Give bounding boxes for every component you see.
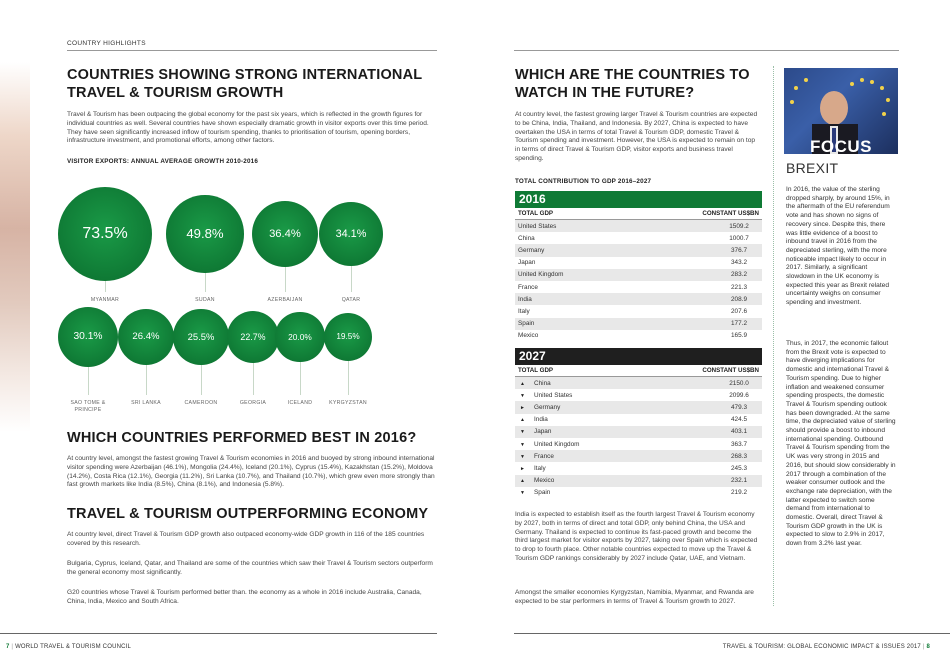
section3-paragraph-2: Bulgaria, Cyprus, Iceland, Qatar, and Thailand are some of the countries which saw their Travel & Tourism sectors outperform the general economy most significantly. — [67, 560, 433, 576]
table-2027 — [515, 348, 762, 499]
main-title — [67, 66, 447, 102]
row-country: United Kingdom — [518, 271, 564, 279]
section3-paragraph-3: G20 countries whose Travel & Tourism performed better than. the economy as a whole in 2016 include Australia, Canada, China, India, Mexico and South Africa. — [67, 589, 422, 605]
col-total-gdp: TOTAL GDP — [518, 367, 554, 374]
row-country: France — [518, 283, 538, 291]
bubble-category-label: SRI LANKA — [131, 400, 161, 406]
table-row — [515, 475, 762, 487]
table-2027-rows — [515, 377, 762, 499]
row-value: 283.2 — [731, 271, 747, 279]
bubble-value-label: 25.5% — [187, 331, 215, 343]
table-row — [515, 305, 762, 317]
bubble-value-label: 36.4% — [269, 227, 301, 240]
row-country: ► Italy — [520, 464, 546, 472]
bubble-stem — [146, 363, 147, 395]
table-2027-header — [515, 365, 762, 377]
bubble-stem — [348, 359, 349, 395]
table-row — [515, 232, 762, 244]
table-row — [515, 220, 762, 232]
row-value: 363.7 — [731, 440, 747, 448]
row-value: 221.3 — [731, 283, 747, 291]
row-value: 1509.2 — [729, 222, 749, 230]
table-row — [515, 318, 762, 330]
table-row — [515, 401, 762, 413]
table-row — [515, 330, 762, 342]
footer-right: TRAVEL & TOURISM: GLOBAL ECONOMIC IMPACT & ISSUES 2017 | 8 — [722, 644, 930, 650]
row-country: ▼ France — [520, 452, 554, 460]
bubble-iceland — [275, 312, 324, 361]
focus-paragraph-1: In 2016, the value of the sterling dropped sharply, by around 15%, in the aftermath of the EU referendum vote and has shown no signs of recovery since. Despite this, there was little evidence of a boost to inbound travel in 2016 from the depreciated sterling, with the more noticeable impact likely to occur in 2017. Similarly, a significant slowdown in the UK economy is expected this year as Brexit related uncertainty weighs on consumer spending and investment. — [786, 186, 890, 307]
footer-left-text: WORLD TRAVEL & TOURISM COUNCIL — [15, 644, 132, 650]
header-rule — [67, 50, 437, 51]
focus-paragraph-2: Thus, in 2017, the economic fallout from the Brexit vote is expected to have diverging implications for domestic and international Travel & Tourism spending. Due to higher inflation and weakened consumer spending prospects, the domestic Travel & Tourism spending outlook has been downgraded. At the same time, the depreciated value of sterling should provide a boost to inbound international spending. Outbound Travel & Tourism spending from the UK was very strong in 2015 and 2016, but should slow considerably in 2017 through a combination of the weaker consumer outlook and the exchange rate depreciation, with the latter expected to switch some demand from international to domestic. Overall, direct Travel & Tourism GDP growth in the UK is expected to slow to 2.9% in 2017, down from 3.2% last year. — [786, 340, 896, 548]
bubble-category-label: SUDAN — [195, 297, 215, 303]
rank-change-icon: ▲ — [520, 478, 525, 485]
row-value: 1000.7 — [729, 234, 749, 242]
right-intro: At country level, the fastest growing larger Travel & Tourism countries are expected to be China, India, Thailand, and Indonesia. By 2027, China is expected to have overtaken the USA in terms of total Travel & Tourism GDP, domestic Travel & Tourism spending and investment. However, the USA is expected to remain on top in terms of direct Travel & Tourism GDP, visitor exports and business travel spending. — [515, 111, 758, 162]
row-value: 343.2 — [731, 259, 747, 267]
bubble-category-label: MYANMAR — [90, 297, 120, 303]
footer-right-text: TRAVEL & TOURISM: GLOBAL ECONOMIC IMPACT & ISSUES 2017 — [722, 644, 921, 650]
row-country: Mexico — [518, 332, 539, 340]
row-value: 219.2 — [731, 489, 747, 497]
table-row — [515, 462, 762, 474]
bubble-value-label: 49.8% — [186, 226, 224, 242]
table-row — [515, 244, 762, 256]
table-row — [515, 438, 762, 450]
bubble-sri-lanka — [118, 309, 174, 365]
right-title-line1: WHICH ARE THE COUNTRIES TO — [515, 67, 750, 83]
right-after-paragraph-2: Amongst the smaller economies Kyrgyzstan, Namibia, Myanmar, and Rwanda are expected to be star performers in terms of Travel & Tourism growth to 2027. — [515, 589, 754, 605]
row-value: 177.2 — [731, 320, 747, 328]
row-country: China — [518, 234, 535, 242]
bubble-cameroon — [173, 309, 228, 364]
page-number-right: 8 — [926, 644, 930, 650]
bubble-category-label: AZERBAIJAN — [267, 297, 303, 303]
row-country: ▼ United States — [520, 391, 573, 399]
row-country: ▼ Japan — [520, 428, 552, 436]
table-row — [515, 377, 762, 389]
focus-badge: FOCUS — [810, 137, 872, 154]
row-value: 207.6 — [731, 307, 747, 315]
section2-title: WHICH COUNTRIES PERFORMED BEST IN 2016? — [67, 430, 417, 446]
header-rule-right — [514, 50, 899, 51]
rank-change-icon: ▲ — [520, 417, 525, 424]
table-row — [515, 269, 762, 281]
rank-change-icon: ► — [520, 404, 525, 411]
row-value: 2150.0 — [729, 379, 749, 387]
rank-change-icon: ▼ — [520, 429, 525, 436]
bubble-stem — [105, 279, 106, 292]
row-value: 268.3 — [731, 452, 747, 460]
table-row — [515, 293, 762, 305]
col-constant-usbn: CONSTANT US$BN — [702, 210, 759, 217]
focus-title: BREXIT — [786, 160, 839, 176]
row-value: 208.9 — [731, 295, 747, 303]
rank-change-icon: ▼ — [520, 441, 525, 448]
right-title — [515, 66, 775, 102]
row-country: ► Germany — [520, 403, 561, 411]
table-2016 — [515, 191, 762, 342]
table-row — [515, 487, 762, 499]
bubble-stem — [351, 264, 352, 292]
intro-paragraph: Travel & Tourism has been outpacing the global economy for the past six years, which is reflected in the growth figures for individual countries as well. Several countries have shown especially dramatic growth in visitor exports over this time period. They have seen significantly increased inflow of tourism spending, thanks to prioritisation of tourism, opening borders, infrastructure investment, and promotional efforts, among other factors. — [67, 111, 429, 145]
rank-change-icon: ▼ — [520, 453, 525, 460]
rank-change-icon: ▲ — [520, 380, 525, 387]
bubble-kyrgyzstan — [324, 313, 372, 361]
row-country: India — [518, 295, 532, 303]
bubble-azerbaijan — [252, 201, 318, 267]
bubble-value-label: 26.4% — [132, 331, 160, 343]
bubble-stem — [201, 363, 202, 395]
bubble-georgia — [227, 311, 279, 363]
bubble-stem — [285, 265, 286, 292]
table-row — [515, 281, 762, 293]
bubble-value-label: 73.5% — [82, 225, 128, 242]
right-title-line2: WATCH IN THE FUTURE? — [515, 85, 695, 101]
focus-separator — [773, 66, 774, 606]
main-title-line1: COUNTRIES SHOWING STRONG INTERNATIONAL — [67, 67, 423, 83]
bubble-sao-tome-principe — [58, 307, 118, 367]
bubble-qatar — [319, 202, 383, 266]
row-value: 424.5 — [731, 416, 747, 424]
rank-change-icon: ► — [520, 465, 525, 472]
bubble-category-label: ICELAND — [287, 400, 313, 406]
row-value: 165.9 — [731, 332, 747, 340]
bubble-category-label: GEORGIA — [239, 400, 267, 406]
row-country: Italy — [518, 307, 530, 315]
table-row — [515, 257, 762, 269]
table-row — [515, 426, 762, 438]
row-value: 2099.6 — [729, 391, 749, 399]
bubble-myanmar — [58, 187, 152, 281]
bubble-category-label: CAMEROON — [184, 400, 218, 406]
table-2016-rows — [515, 220, 762, 342]
row-value: 245.3 — [731, 464, 747, 472]
brexit-photo — [784, 68, 898, 154]
row-country: ▲ Mexico — [520, 477, 555, 485]
section3-title: TRAVEL & TOURISM OUTPERFORMING ECONOMY — [67, 506, 429, 522]
bubble-sudan — [166, 195, 243, 272]
right-after-paragraph-1: India is expected to establish itself as the fourth largest Travel & Tourism economy by 2027, both in terms of direct and total GDP, only behind China, the USA and Germany. Thailand is expected to continue its fast-paced growth and become the third largest market for visitor exports by 2027, taking over Spain which is expected to drop to fourth place. Other notable countries expected to move up the Travel & Tourism GDP rankings considerably by 2027 include Qatar, UAE, and Vietnam. — [515, 511, 758, 562]
section3-paragraph-1: At country level, direct Travel & Tourism GDP growth also outpaced economy-wide GDP growth in 116 of the 185 countries covered by this research. — [67, 531, 425, 547]
rank-change-icon: ▼ — [520, 392, 525, 399]
bubble-value-label: 19.5% — [336, 332, 360, 342]
table-row — [515, 450, 762, 462]
table-2016-header — [515, 208, 762, 220]
chart-label: VISITOR EXPORTS: ANNUAL AVERAGE GROWTH 2010-2016 — [67, 158, 259, 165]
row-country: ▼ Spain — [520, 489, 551, 497]
row-value: 232.1 — [731, 477, 747, 485]
row-country: ▲ China — [520, 379, 551, 387]
bubble-value-label: 34.1% — [335, 227, 367, 240]
row-country: ▼ United Kingdom — [520, 440, 580, 448]
row-value: 376.7 — [731, 246, 747, 254]
col-total-gdp: TOTAL GDP — [518, 210, 554, 217]
bubble-category-label: QATAR — [341, 297, 361, 303]
table-2016-year: 2016 — [515, 191, 762, 208]
section2-paragraph: At country level, amongst the fastest growing Travel & Tourism economies in 2016 and buoyed by strong inbound international visitor spending were Azerbaijan (46.1%), Mongolia (24.4%), Iceland (20.1%), Cyprus (15.4%), Kazakhstan (15.2%), Moldova (14.2%), Costa Rica (12.1%), Georgia (11.2%), Sri Lanka (10.7%), and Thailand (10.7%), which grew even more strongly than fast growth markets like India (8.5%), China (8.1%), and Indonesia (5.8%). — [67, 455, 435, 489]
bubble-stem — [205, 271, 206, 292]
footer-rule-left — [0, 633, 437, 634]
table-label: TOTAL CONTRIBUTION TO GDP 2016–2027 — [515, 178, 652, 185]
row-country: ▲ India — [520, 416, 548, 424]
table-row — [515, 389, 762, 401]
row-country: Germany — [518, 246, 545, 254]
footer-left: 7 | WORLD TRAVEL & TOURISM COUNCIL — [6, 644, 132, 650]
decorative-photo-strip — [0, 62, 30, 432]
bubble-stem — [300, 360, 301, 395]
col-constant-usbn: CONSTANT US$BN — [702, 367, 759, 374]
page-number-left: 7 — [6, 644, 10, 650]
bubble-stem — [253, 361, 254, 395]
main-title-line2: TRAVEL & TOURISM GROWTH — [67, 85, 284, 101]
row-country: Spain — [518, 320, 535, 328]
table-row — [515, 414, 762, 426]
row-country: United States — [518, 222, 557, 230]
bubble-value-label: 20.0% — [288, 331, 312, 342]
bubble-category-label: KYRGYZSTAN — [329, 400, 367, 406]
bubble-category-label: SAO TOME & PRINCIPE — [70, 400, 106, 413]
rank-change-icon: ▼ — [520, 490, 525, 497]
bubble-value-label: 22.7% — [240, 331, 266, 342]
section-header: COUNTRY HIGHLIGHTS — [67, 40, 146, 47]
bubble-stem — [88, 365, 89, 395]
row-country: Japan — [518, 259, 536, 267]
row-value: 479.3 — [731, 403, 747, 411]
row-value: 403.1 — [731, 428, 747, 436]
bubble-value-label: 30.1% — [73, 331, 103, 343]
footer-rule-right — [514, 633, 950, 634]
table-2027-year: 2027 — [515, 348, 762, 365]
